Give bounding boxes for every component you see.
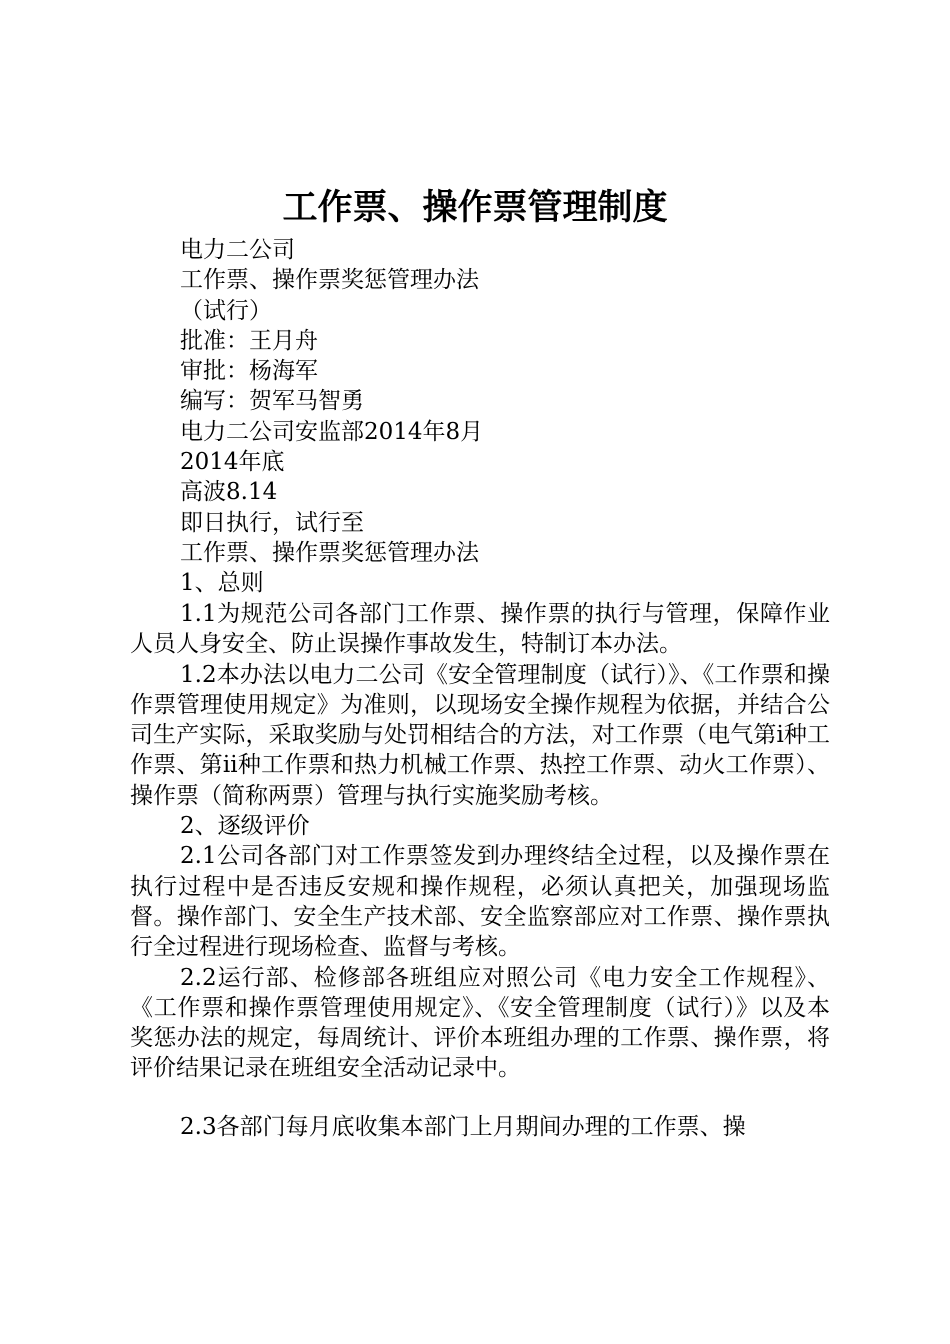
approved-by: 批准：王月舟	[180, 327, 318, 354]
paragraph-1-1: 1.1为规范公司各部门工作票、操作票的执行与管理，保障作业人员人身安全、防止误操作事故发生，特制订本办法。	[130, 601, 830, 658]
paragraph-2-1: 2.1公司各部门对工作票签发到办理终结全过程，以及操作票在执行过程中是否违反安规和操作规程，必须认真把关，加强现场监督。操作部门、安全生产技术部、安全监察部应对工作票、操作票执行全过程进行现场检查、监督与考核。	[130, 843, 830, 961]
trial-note: （试行）	[180, 297, 272, 324]
issuing-department-date: 电力二公司安监部2014年8月	[180, 418, 484, 445]
written-by: 编写：贺军马智勇	[180, 388, 364, 415]
paragraph-2-2: 2.2运行部、检修部各班组应对照公司《电力安全工作规程》、《工作票和操作票管理使用规定》、《安全管理制度（试行）》以及本奖惩办法的规定，每周统计、评价本班组办理的工作票、操作票，将评价结果记录在班组安全活动记录中。	[130, 964, 830, 1082]
document-body	[130, 599, 830, 1142]
period-end: 2014年底	[180, 449, 285, 476]
paragraph-2-3: 2.3各部门每月底收集本部门上月期间办理的工作票、操	[180, 1113, 746, 1140]
company-name: 电力二公司	[180, 237, 295, 263]
method-title: 工作票、操作票奖惩管理办法	[180, 267, 479, 294]
reviewed-by: 审批：杨海军	[180, 358, 318, 385]
paragraph-1-2: 1.2本办法以电力二公司《安全管理制度（试行）》、《工作票和操作票管理使用规定》为准则，以现场安全操作规程为依据，并结合公司生产实际，采取奖励与处罚相结合的方法，对工作票（电气第i种工作票、第ii种工作票和热力机械工作票、热控工作票、动火工作票）、操作票（简称两票）管理与执行实施奖励考核。	[130, 661, 830, 809]
section-heading-general: 1、总则	[180, 570, 264, 597]
method-title-repeat: 工作票、操作票奖惩管理办法	[180, 539, 479, 566]
document-title: 工作票、操作票管理制度	[282, 187, 668, 228]
document-header-block	[180, 235, 880, 599]
author-date: 高波8.14	[180, 479, 278, 506]
section-heading-evaluation: 2、逐级评价	[180, 813, 310, 840]
effective-note: 即日执行，试行至	[180, 509, 364, 536]
